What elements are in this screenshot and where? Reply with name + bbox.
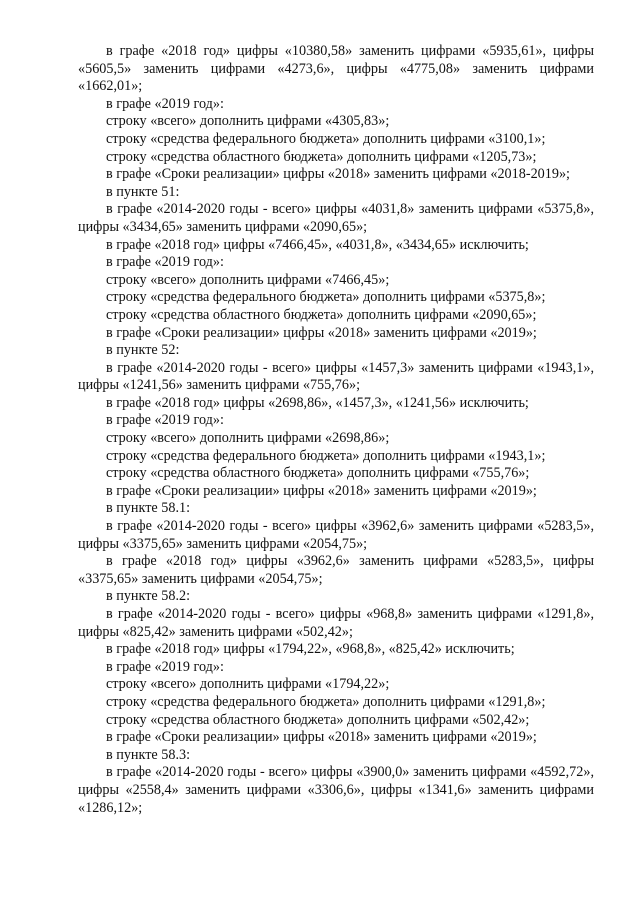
paragraph: в графе «Сроки реализации» цифры «2018» заменить цифрами «2019»; [106, 729, 537, 746]
paragraph: в графе «2018 год» цифры «7466,45», «4031,8», «3434,65» исключить; [106, 236, 529, 253]
paragraph: в графе «2014-2020 годы - всего» цифры «968,8» заменить цифрами «1291,8», цифры «825,42» заменить цифрами «502,42»; [78, 606, 594, 640]
paragraph: в графе «2019 год»: [106, 95, 224, 112]
paragraph: в пункте 51: [106, 183, 180, 200]
paragraph: в графе «Сроки реализации» цифры «2018» заменить цифрами «2019»; [106, 324, 537, 341]
paragraph: в графе «2018 год» цифры «2698,86», «1457,3», «1241,56» исключить; [106, 394, 529, 411]
paragraph: в графе «2018 год» цифры «10380,58» заменить цифрами «5935,61», цифры «5605,5» заменить цифрами «4273,6», цифры «4775,08» заменить цифрами «1662,01»; [78, 43, 594, 95]
paragraph: строку «средства федерального бюджета» дополнить цифрами «3100,1»; [106, 130, 546, 147]
paragraph: в графе «2014-2020 годы - всего» цифры «4031,8» заменить цифрами «5375,8», цифры «3434,65» заменить цифрами «2090,65»; [78, 201, 594, 235]
paragraph: в графе «Сроки реализации» цифры «2018» заменить цифрами «2019»; [106, 482, 537, 499]
paragraph: строку «средства областного бюджета» дополнить цифрами «2090,65»; [106, 306, 537, 323]
paragraph: строку «всего» дополнить цифрами «4305,83»; [106, 113, 390, 130]
paragraph: строку «средства областного бюджета» дополнить цифрами «1205,73»; [106, 148, 537, 165]
paragraph: в графе «2014-2020 годы - всего» цифры «3900,0» заменить цифрами «4592,72», цифры «2558,4» заменить цифрами «3306,6», цифры «1341,6» заменить цифрами «1286,12»; [78, 764, 594, 816]
paragraph: в графе «2014-2020 годы - всего» цифры «1457,3» заменить цифрами «1943,1», цифры «1241,56» заменить цифрами «755,76»; [78, 359, 594, 394]
paragraph: в графе «2018 год» цифры «1794,22», «968,8», «825,42» исключить; [106, 641, 515, 658]
paragraph: в пункте 52: [106, 342, 180, 359]
paragraph: в пункте 58.3: [106, 746, 191, 763]
document-page [78, 43, 594, 817]
paragraph: строку «всего» дополнить цифрами «7466,45»; [106, 271, 390, 288]
paragraph: в пункте 58.1: [106, 500, 191, 517]
paragraph: строку «средства областного бюджета» дополнить цифрами «755,76»; [106, 465, 530, 482]
paragraph: в графе «2019 год»: [106, 254, 224, 271]
paragraph: в пункте 58.2: [106, 588, 191, 605]
paragraph: в графе «2014-2020 годы - всего» цифры «3962,6» заменить цифрами «5283,5», цифры «3375,65» заменить цифрами «2054,75»; [78, 518, 594, 552]
paragraph: строку «средства федерального бюджета» дополнить цифрами «1943,1»; [106, 447, 546, 464]
paragraph: в графе «2018 год» цифры «3962,6» заменить цифрами «5283,5», цифры «3375,65» заменить цифрами «2054,75»; [78, 553, 594, 587]
paragraph: в графе «Сроки реализации» цифры «2018» заменить цифрами «2018-2019»; [106, 166, 570, 183]
paragraph: в графе «2019 год»: [106, 412, 224, 429]
paragraph: строку «средства федерального бюджета» дополнить цифрами «1291,8»; [106, 693, 546, 710]
paragraph: в графе «2019 год»: [106, 658, 224, 675]
paragraph: строку «средства областного бюджета» дополнить цифрами «502,42»; [106, 711, 530, 728]
paragraph: строку «всего» дополнить цифрами «1794,22»; [106, 676, 390, 693]
paragraph: строку «средства федерального бюджета» дополнить цифрами «5375,8»; [106, 289, 546, 306]
paragraph: строку «всего» дополнить цифрами «2698,86»; [106, 430, 390, 447]
